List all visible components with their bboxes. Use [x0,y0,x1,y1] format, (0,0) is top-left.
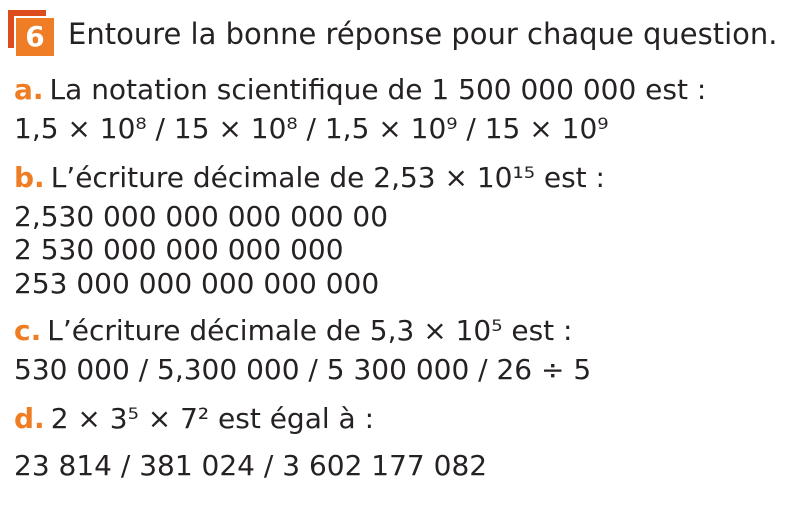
question-a [14,72,795,145]
question-a-label: a. [14,73,44,106]
question-b-prompt [14,160,795,196]
exercise-number: 6 [14,16,56,58]
question-a-options: 1,5 × 10⁸ / 15 × 10⁸ / 1,5 × 10⁹ / 15 × 10⁹ [14,111,609,145]
question-b-option-2: 2 530 000 000 000 000 [14,233,344,267]
question-d [14,401,795,482]
question-a-prompt [14,72,795,108]
question-b-text: L’écriture décimale de 2,53 × 10¹⁵ est : [50,161,605,195]
question-a-text: La notation scientifique de 1 500 000 000 est : [49,73,707,106]
exercise-number-badge [8,10,56,58]
question-d-label: d. [14,402,45,436]
exercise-title: Entoure la bonne réponse pour chaque question. [68,17,778,51]
question-b-option-3: 253 000 000 000 000 000 [14,266,380,300]
question-c-label: c. [14,313,42,347]
question-b [14,160,795,300]
question-d-text: 2 × 3⁵ × 7² est égal à : [50,402,375,436]
question-b-option-1: 2,530 000 000 000 000 00 [14,199,389,233]
question-c-text: L’écriture décimale de 5,3 × 10⁵ est : [47,313,573,347]
question-c-options: 530 000 / 5,300 000 / 5 300 000 / 26 ÷ 5 [14,352,592,386]
exercise-header [8,10,795,58]
question-d-options: 23 814 / 381 024 / 3 602 177 082 [14,448,488,482]
question-c-prompt [14,313,795,349]
question-b-label: b. [14,161,45,195]
question-c [14,313,795,386]
question-d-prompt [14,401,795,437]
